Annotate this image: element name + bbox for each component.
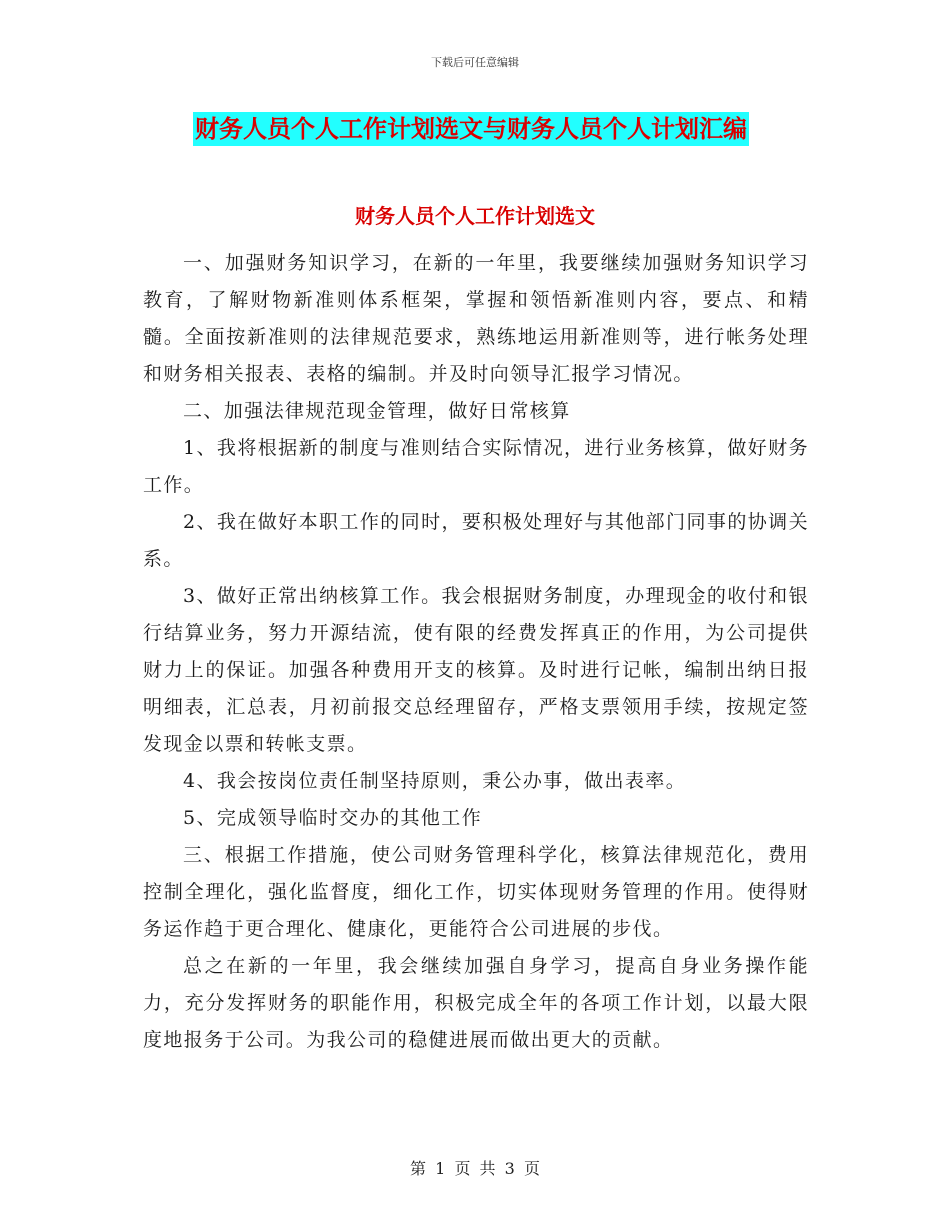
section-title: 财务人员个人工作计划选文: [355, 204, 595, 228]
paragraph: 总之在新的一年里，我会继续加强自身学习，提高自身业务操作能力，充分发挥财务的职能作用，积极完成全年的各项工作计划，以最大限度地报务于公司。为我公司的稳健进展而做出更大的贡献。: [143, 955, 809, 1051]
total-pages-number: 3: [504, 1159, 515, 1178]
document-title: 财务人员个人工作计划选文与财务人员个人计划汇编: [193, 112, 749, 146]
current-page-number: 1: [435, 1159, 446, 1178]
footer-page-word: 页: [454, 1159, 471, 1178]
paragraph: 3、做好正常出纳核算工作。我会根据财务制度，办理现金的收付和银行结算业务，努力开源结流，使有限的经费发挥真正的作用，为公司提供财力上的保证。加强各种费用开支的核算。及时进行记帐，编制出纳日报明细表，汇总表，月初前报交总经理留存，严格支票领用手续，按规定签发现金以票和转帐支票。: [143, 585, 809, 755]
paragraph: 5、完成领导临时交办的其他工作: [183, 807, 483, 829]
paragraph: 1、我将根据新的制度与准则结合实际情况，进行业务核算，做好财务工作。: [143, 437, 809, 496]
footer-total-word: 共: [479, 1159, 496, 1178]
paragraph: 2、我在做好本职工作的同时，要积极处理好与其他部门同事的协调关系。: [143, 511, 809, 570]
page-number-footer: [0, 1156, 950, 1179]
paragraph: 三、根据工作措施，使公司财务管理科学化，核算法律规范化，费用控制全理化，强化监督度，细化工作，切实体现财务管理的作用。使得财务运作趋于更合理化、健康化，更能符合公司进展的步伐。: [143, 844, 809, 940]
footer-prefix: 第: [410, 1159, 427, 1178]
footer-suffix: 页: [523, 1159, 540, 1178]
header-note: 下载后可任意编辑: [431, 56, 519, 69]
body-text: [143, 245, 809, 1059]
paragraph: 4、我会按岗位责任制坚持原则，秉公办事，做出表率。: [183, 770, 687, 792]
paragraph: 一、加强财务知识学习，在新的一年里，我要继续加强财务知识学习教育，了解财物新准则体系框架，掌握和领悟新准则内容，要点、和精髓。全面按新准则的法律规范要求，熟练地运用新准则等，进行帐务处理和财务相关报表、表格的编制。并及时向领导汇报学习情况。: [143, 252, 809, 385]
paragraph: 二、加强法律规范现金管理，做好日常核算: [183, 400, 571, 422]
